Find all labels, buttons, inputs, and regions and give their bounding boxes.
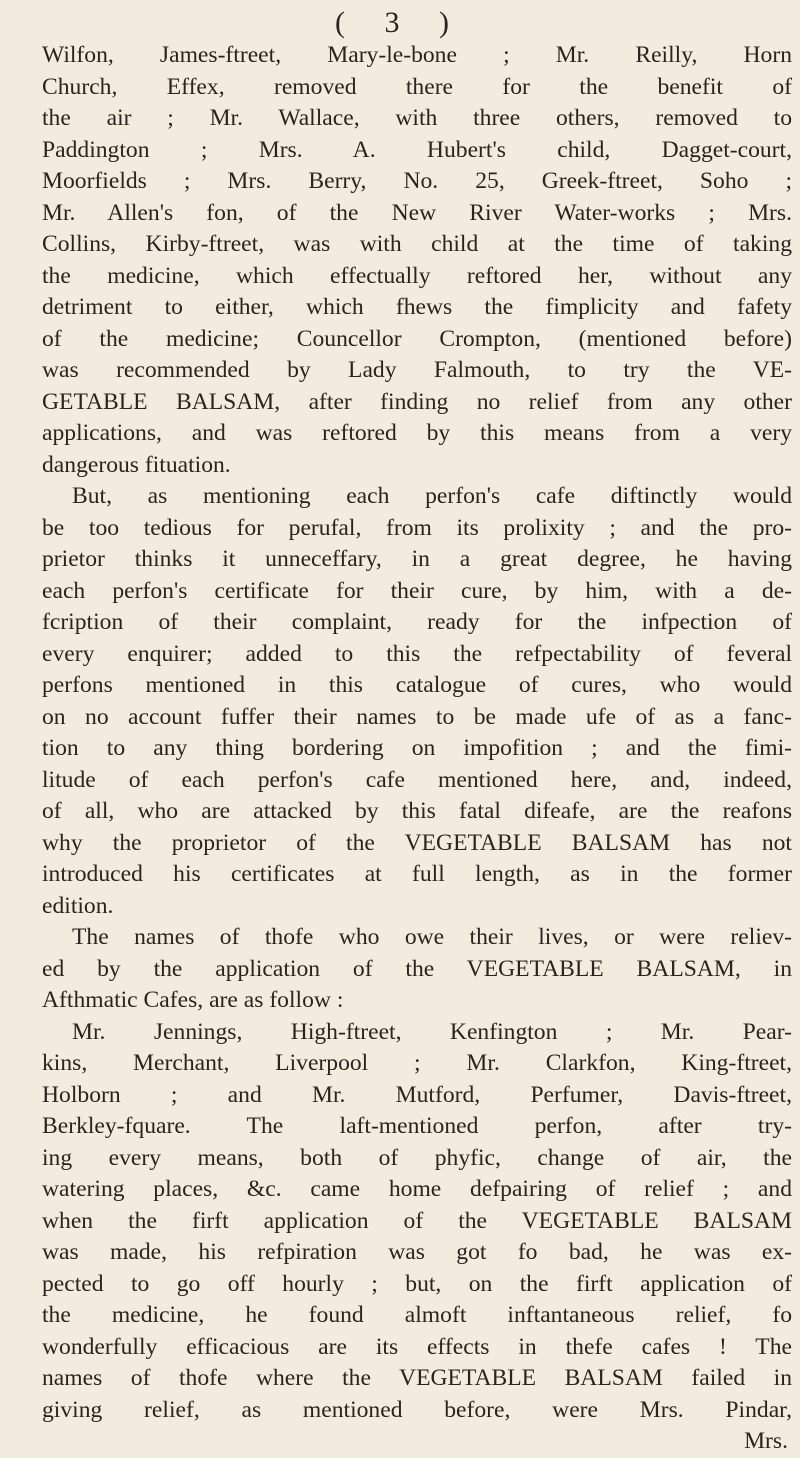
- text-line: ed by the application of the VEGETABLE BALSAM, in: [42, 955, 792, 982]
- text-line: GETABLE BALSAM, after finding no relief from any other: [42, 388, 792, 415]
- text-line: watering places, &c. came home defpairing of relief ; and: [42, 1176, 792, 1202]
- text-line: be too tedious for perufal, from its prolixity ; and the pro-: [42, 514, 792, 541]
- text-line: Mr. Allen's fon, of the New River Water-works ; Mrs.: [42, 199, 792, 226]
- text-line: detriment to either, which fhews the fimplicity and fafety: [42, 294, 792, 320]
- text-line: ing every means, both of phyfic, change of air, the: [42, 1144, 792, 1171]
- text-line: tion to any thing bordering on impofition ; and the fimi-: [42, 735, 792, 761]
- text-line: fcription of their complaint, ready for the infpection of: [42, 609, 792, 635]
- text-line: giving relief, as mentioned before, were Mrs. Pindar,: [42, 1396, 792, 1423]
- text-line: applications, and was reftored by this means from a very: [42, 420, 792, 446]
- text-line: pected to go off hourly ; but, on the firft application of: [42, 1270, 792, 1297]
- text-line: Afthmatic Cafes, are as follow :: [42, 987, 344, 1013]
- page-number: ( 3 ): [335, 6, 465, 39]
- text-line: Holborn ; and Mr. Mutford, Perfumer, Davis-ftreet,: [42, 1081, 792, 1108]
- body-text: [42, 40, 792, 1458]
- text-line: dangerous fituation.: [42, 451, 231, 478]
- text-line: Moorfields ; Mrs. Berry, No. 25, Greek-ftreet, Soho ;: [42, 168, 792, 194]
- text-line: The names of thofe who owe their lives, or were reliev-: [72, 924, 792, 950]
- text-line: of all, who are attacked by this fatal difeafe, are the reafons: [42, 798, 792, 824]
- text-line: the medicine, which effectually reftored her, without any: [42, 262, 792, 289]
- text-line: on no account fuffer their names to be made ufe of as a fanc-: [42, 703, 792, 730]
- text-line: when the firft application of the VEGETABLE BALSAM: [42, 1207, 792, 1234]
- text-line: edition.: [42, 892, 114, 919]
- text-line: litude of each perfon's cafe mentioned here, and, indeed,: [42, 766, 792, 793]
- text-line: introduced his certificates at full length, as in the former: [42, 861, 792, 887]
- text-line: prietor thinks it unneceffary, in a great degree, he having: [42, 546, 792, 572]
- text-line: why the proprietor of the VEGETABLE BALSAM has not: [42, 829, 792, 856]
- text-line: each perfon's certificate for their cure, by him, with a de-: [42, 577, 792, 604]
- text-line: kins, Merchant, Liverpool ; Mr. Clarkfon, King-ftreet,: [42, 1050, 792, 1076]
- text-line: Paddington ; Mrs. A. Hubert's child, Dagget-court,: [42, 136, 792, 163]
- text-line: the air ; Mr. Wallace, with three others, removed to: [42, 105, 792, 131]
- text-line: every enquirer; added to this the refpectability of feveral: [42, 640, 792, 667]
- text-line: perfons mentioned in this catalogue of cures, who would: [42, 672, 792, 698]
- text-line: was recommended by Lady Falmouth, to try the VE-: [42, 357, 792, 383]
- text-line: Church, Effex, removed there for the benefit of: [42, 73, 792, 100]
- text-line: of the medicine; Councellor Crompton, (mentioned before): [42, 325, 792, 352]
- text-line: the medicine, he found almoft inftantaneous relief, fo: [42, 1302, 792, 1328]
- text-line: names of thofe where the VEGETABLE BALSAM failed in: [42, 1365, 792, 1391]
- text-line: Berkley-fquare. The laft-mentioned perfon, after try-: [42, 1113, 792, 1139]
- text-line: But, as mentioning each perfon's cafe diftinctly would: [72, 483, 792, 509]
- text-line: Collins, Kirby-ftreet, was with child at the time of taking: [42, 231, 792, 257]
- text-line: wonderfully efficacious are its effects in thefe cafes ! The: [42, 1333, 792, 1360]
- text-line: was made, his refpiration was got fo bad, he was ex-: [42, 1239, 792, 1265]
- catchword: Mrs.: [744, 1428, 788, 1454]
- text-line: Mr. Jennings, High-ftreet, Kenfington ; Mr. Pear-: [72, 1018, 792, 1045]
- text-line: Wilfon, James-ftreet, Mary-le-bone ; Mr. Reilly, Horn: [42, 42, 792, 68]
